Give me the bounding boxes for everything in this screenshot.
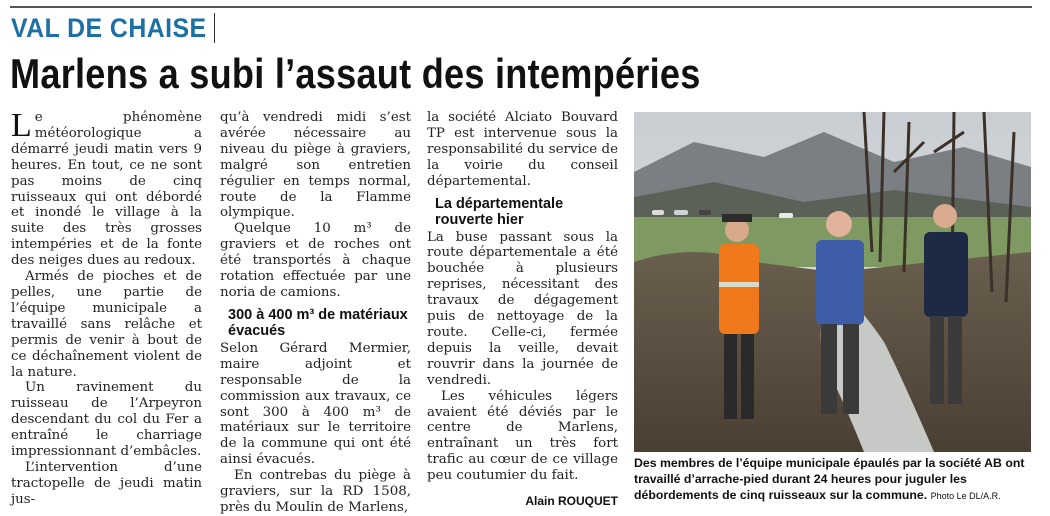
subheading: La départementale rouverte hier [435,195,564,228]
section-rubric: VAL DE CHAISE [11,13,207,43]
rubric-divider [214,13,215,43]
paragraph: Quelque 10 m³ de graviers et de roches ont été transportés à chaque rotation effectuée par une noria de camions. [220,221,411,300]
photo-caption [634,455,1034,504]
paragraph: Selon Gérard Mermier, maire adjoint et responsable de la commission aux travaux, ce sont 300 à 400 m³ de matériaux sur le territoire de la commune qui ont été ainsi évacués. [220,340,411,468]
paragraph: En contrebas du piège à graviers, sur la RD 1508, près du Moulin de Marlens, [220,468,411,515]
paragraph: Les véhicules légers avaient été déviés par le centre de Marlens, entraînant un très fort trafic au cœur de ce village peu coutumier du fait. [427,388,618,484]
top-rule [10,6,1032,8]
paragraph: La buse passant sous la route départementale a été bouchée à plusieurs reprises, nécessitant des travaux de dégagement puis de nettoyage de la route. Celle-ci, fermée depuis la veille, devait rouvrir dans la journée de vendredi. [427,229,618,388]
article-column-3 [427,110,618,510]
paragraph: qu’à vendredi midi s’est avérée nécessaire au niveau du piège à graviers, malgré son entretien régulier en temps normal, route de la Flamme olympique. [220,110,411,221]
article-headline: Marlens a subi l’assaut des intempéries [10,50,701,97]
article-photo [634,112,1031,452]
paragraph: L’intervention d’une tractopelle de jeudi matin jus- [11,459,202,507]
author-byline: Alain ROUQUET [525,494,618,509]
photo-illustration [634,112,1031,452]
article-column-1 [11,107,202,508]
paragraph: Armés de pioches et de pelles, une partie de l’équipe municipale a travaillé sans relâche et permis de venir à bout de ce déchaînement violent de la nature. [11,269,202,380]
paragraph: la société Alciato Bouvard TP est intervenue sous la responsabilité du service de la voirie du conseil départemental. [427,110,618,189]
article-column-2 [220,110,411,516]
drop-cap: L [11,107,32,144]
caption-text: Des membres de l’équipe municipale épaulés par la société AB ont travaillé d’arrache-pied durant 24 heures pour juguler les débordements de cinq ruisseaux sur la commune. [634,456,1025,502]
paragraph-text: e phénomène météorologique a démarré jeudi matin vers 9 heures. En tout, ce ne sont pas moins de cinq ruisseaux qui ont débordé et inondé le village à la suite des très grosses intempéries et de la fonte des neiges dues au redoux. [11,110,202,269]
paragraph: Un ravinement du ruisseau de l’Arpeyron descendant du col du Fer a entraîné le charriage impressionnant d’embâcles. [11,380,202,460]
subheading: 300 à 400 m³ de matériaux évacués [228,306,408,339]
paragraph [11,107,202,269]
photo-credit: Photo Le DL/A.R. [930,491,1001,501]
